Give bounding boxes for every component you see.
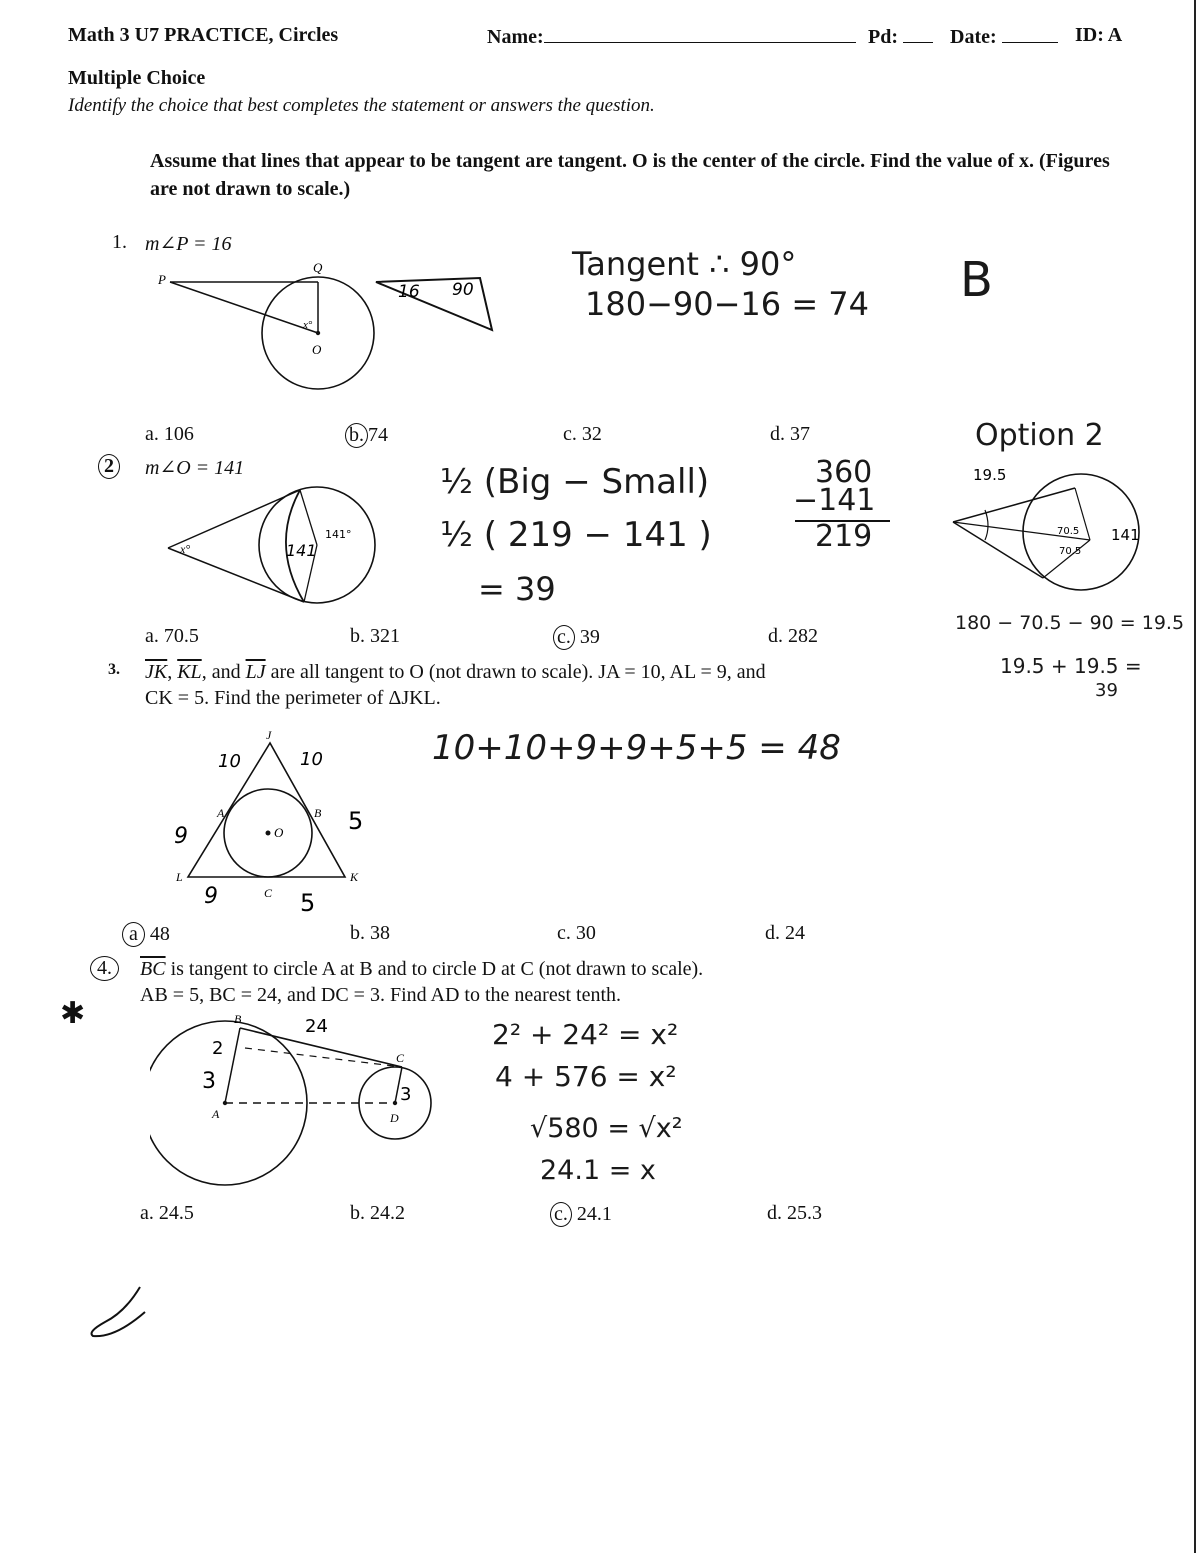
q3-label-a: A bbox=[217, 806, 225, 820]
q2-choice-c[interactable] bbox=[553, 625, 600, 650]
q2-option2-title: Option 2 bbox=[975, 418, 1104, 453]
section-title: Multiple Choice bbox=[68, 67, 206, 89]
q3-text-line2: CK = 5. Find the perimeter of ΔJKL. bbox=[145, 687, 441, 709]
q2-given: m∠O = 141 bbox=[145, 457, 245, 479]
q3-seg-lj: $\overline{LJ}$ bbox=[245, 661, 266, 683]
directions: Assume that lines that appear to be tangent are tangent. O is the center of the circle. Find the value of x. (Figures are not drawn to scale.) bbox=[150, 150, 1110, 200]
q2-label-angle: 141° bbox=[325, 528, 352, 541]
q3-mark-jb: 10 bbox=[300, 749, 323, 770]
q4-choice-d[interactable]: d. 25.3 bbox=[767, 1202, 822, 1224]
q4-star-mark: ✱ bbox=[60, 996, 86, 1031]
q2-label-x: x° bbox=[180, 542, 191, 556]
q4-text1: is tangent to circle A at B and to circle D at C (not drawn to scale). bbox=[170, 958, 704, 980]
q2-work-line2: ½ ( 219 − 141 ) bbox=[440, 515, 712, 555]
q1-tri-angle-b: 90 bbox=[452, 280, 474, 300]
q4-text-line1 bbox=[140, 958, 703, 981]
q2-choice-c-circle: c. bbox=[553, 625, 575, 650]
q3-seg-kl: $\overline{KL}$ bbox=[177, 661, 202, 683]
q2-figure bbox=[160, 478, 390, 618]
q1-number: 1. bbox=[112, 231, 127, 253]
q1-secant-line bbox=[170, 282, 318, 333]
q4-label-b: B bbox=[234, 1012, 242, 1026]
q2-option2-figure bbox=[945, 462, 1155, 597]
q4-center-d bbox=[393, 1101, 397, 1105]
q2-work-line3: = 39 bbox=[478, 570, 556, 608]
q3-mark-ja: 10 bbox=[218, 751, 241, 772]
q4-choice-c[interactable] bbox=[550, 1202, 612, 1227]
q2-option2-angle-arc bbox=[985, 510, 988, 540]
q4-work-line2: 4 + 576 = x² bbox=[495, 1060, 677, 1093]
q3-label-l: L bbox=[176, 870, 183, 884]
q2-number: 2 bbox=[98, 454, 120, 479]
q2-option2-calc3: 39 bbox=[1095, 680, 1118, 701]
pd-field[interactable] bbox=[868, 24, 933, 49]
date-label: Date: bbox=[950, 26, 997, 48]
q4-label-r1: 3 bbox=[202, 1069, 216, 1094]
section-instructions: Identify the choice that best completes the statement or answers the question. bbox=[68, 95, 655, 116]
q1-tri-angle-a: 16 bbox=[398, 282, 420, 302]
q4-choice-b[interactable]: b. 24.2 bbox=[350, 1202, 405, 1224]
q3-choice-b[interactable]: b. 38 bbox=[350, 922, 390, 944]
q4-label-a: A bbox=[212, 1107, 220, 1121]
q4-text-line2: AB = 5, BC = 24, and DC = 3. Find AD to the nearest tenth. bbox=[140, 984, 622, 1006]
q4-choice-c-circle: c. bbox=[550, 1202, 572, 1227]
q2-tangent-lower bbox=[168, 548, 304, 602]
q2-radius-1 bbox=[300, 490, 317, 545]
q2-sub-line1: 360 bbox=[815, 455, 873, 490]
q2-choice-c-value: 39 bbox=[579, 626, 600, 648]
q3-choice-a-value: 48 bbox=[149, 923, 170, 945]
q1-choice-b-value: 74 bbox=[368, 424, 388, 446]
q2-option2-tangent-upper bbox=[953, 488, 1075, 522]
q3-choice-d[interactable]: d. 24 bbox=[765, 922, 805, 944]
q4-label-r3: 2 bbox=[212, 1038, 224, 1059]
q3-label-j: J bbox=[266, 728, 272, 742]
q1-label-q: Q bbox=[313, 260, 323, 275]
q3-work-sum: 10+10+9+9+5+5 = 48 bbox=[432, 728, 841, 768]
q1-work-line2: 180−90−16 = 74 bbox=[585, 285, 870, 323]
check-mark-doodle bbox=[85, 1282, 160, 1342]
q2-choice-a[interactable]: a. 70.5 bbox=[145, 625, 199, 647]
q1-work-triangle bbox=[376, 278, 492, 330]
q3-label-b: B bbox=[314, 806, 322, 820]
name-blank[interactable] bbox=[544, 24, 856, 43]
q4-figure bbox=[150, 1010, 440, 1205]
q3-label-k: K bbox=[350, 870, 359, 884]
page-edge bbox=[1194, 0, 1196, 1553]
q2-option2-calc1: 180 − 70.5 − 90 = 19.5 bbox=[955, 612, 1185, 634]
q1-choice-b[interactable] bbox=[345, 423, 388, 448]
pd-blank[interactable] bbox=[903, 24, 933, 43]
q4-label-r2: 3 bbox=[400, 1084, 412, 1105]
q1-center-dot bbox=[316, 331, 320, 335]
q4-seg-bc: $\overline{BC}$ bbox=[140, 958, 166, 980]
q2-option2-141: 141 bbox=[1111, 526, 1140, 544]
q3-choice-c[interactable]: c. 30 bbox=[557, 922, 596, 944]
q2-label-arc: 141 bbox=[286, 541, 317, 560]
q2-option2-calc2: 19.5 + 19.5 = bbox=[1000, 654, 1142, 678]
date-field[interactable] bbox=[950, 24, 1058, 49]
q1-choice-b-circle: b. bbox=[345, 423, 368, 448]
q2-option2-70b: 70.5 bbox=[1059, 546, 1082, 557]
q3-mark-bk: 5 bbox=[348, 807, 364, 835]
q3-choice-a[interactable] bbox=[122, 922, 170, 947]
q2-sub-line2: −141 bbox=[793, 483, 876, 518]
q4-work-line1: 2² + 24² = x² bbox=[492, 1018, 679, 1051]
q3-label-o: O bbox=[274, 825, 284, 840]
name-label: Name: bbox=[487, 26, 544, 48]
q2-option2-tangent-lower bbox=[953, 522, 1043, 578]
q4-work-line3: √580 = √x² bbox=[530, 1113, 683, 1144]
q1-choice-c[interactable]: c. 32 bbox=[563, 423, 602, 445]
worksheet-title: Math 3 U7 PRACTICE, Circles bbox=[68, 24, 339, 46]
q3-and: and bbox=[211, 661, 241, 683]
q1-label-o: O bbox=[312, 342, 322, 357]
q2-option2-70a: 70.5 bbox=[1057, 526, 1080, 537]
q1-work-line1: Tangent ∴ 90° bbox=[572, 245, 797, 283]
check-mark-path bbox=[92, 1287, 146, 1336]
q2-choice-d[interactable]: d. 282 bbox=[768, 625, 818, 647]
q2-choice-b[interactable]: b. 321 bbox=[350, 625, 400, 647]
date-blank[interactable] bbox=[1002, 24, 1058, 43]
q1-choice-a[interactable]: a. 106 bbox=[145, 423, 194, 445]
q4-work-line4: 24.1 = x bbox=[540, 1155, 656, 1186]
q1-label-x: x° bbox=[303, 319, 313, 331]
q3-figure bbox=[160, 725, 390, 920]
q1-work-answer: B bbox=[960, 252, 993, 308]
q4-label-c: C bbox=[396, 1051, 405, 1065]
q1-label-p: P bbox=[158, 272, 166, 287]
q3-label-c: C bbox=[264, 886, 273, 900]
q4-choice-a[interactable]: a. 24.5 bbox=[140, 1202, 194, 1224]
q4-label-d: D bbox=[390, 1111, 399, 1125]
q2-sub-line3: 219 bbox=[815, 519, 873, 554]
q1-figure bbox=[140, 250, 500, 410]
id-label: ID: A bbox=[1075, 24, 1123, 46]
q2-work-line1: ½ (Big − Small) bbox=[440, 462, 710, 502]
q1-given: m∠P = 16 bbox=[145, 233, 232, 255]
q2-tangent-upper bbox=[168, 490, 300, 548]
pd-label: Pd: bbox=[868, 26, 898, 48]
q3-text-line1: $\overline{JK}$, $\overline{KL}$, and $\overline{LJ}$ are all tangent to O (not drawn to scale). JA = 10, AL = 9, and bbox=[145, 661, 766, 683]
name-field[interactable] bbox=[487, 24, 856, 49]
q3-seg-jk: $\overline{JK}$ bbox=[145, 661, 168, 683]
q3-mark-ck: 5 bbox=[300, 889, 316, 917]
q3-mark-lc: 9 bbox=[204, 884, 218, 909]
q4-label-bc: 24 bbox=[305, 1016, 328, 1037]
q3-mark-al: 9 bbox=[174, 824, 188, 849]
q3-number: 3. bbox=[108, 661, 120, 678]
q4-helper-line bbox=[245, 1048, 402, 1067]
q4-radius-ab bbox=[225, 1028, 240, 1103]
q3-center-dot bbox=[266, 831, 271, 836]
q4-center-a bbox=[223, 1101, 227, 1105]
q1-choice-d[interactable]: d. 37 bbox=[770, 423, 810, 445]
q3-choice-a-circle: a bbox=[122, 922, 145, 947]
q4-number: 4. bbox=[90, 956, 119, 981]
q4-choice-c-value: 24.1 bbox=[576, 1203, 612, 1225]
q3-text-post: are all tangent to O (not drawn to scale). JA = 10, AL = 9, and bbox=[270, 661, 766, 683]
q2-option2-angle: 19.5 bbox=[973, 466, 1007, 484]
